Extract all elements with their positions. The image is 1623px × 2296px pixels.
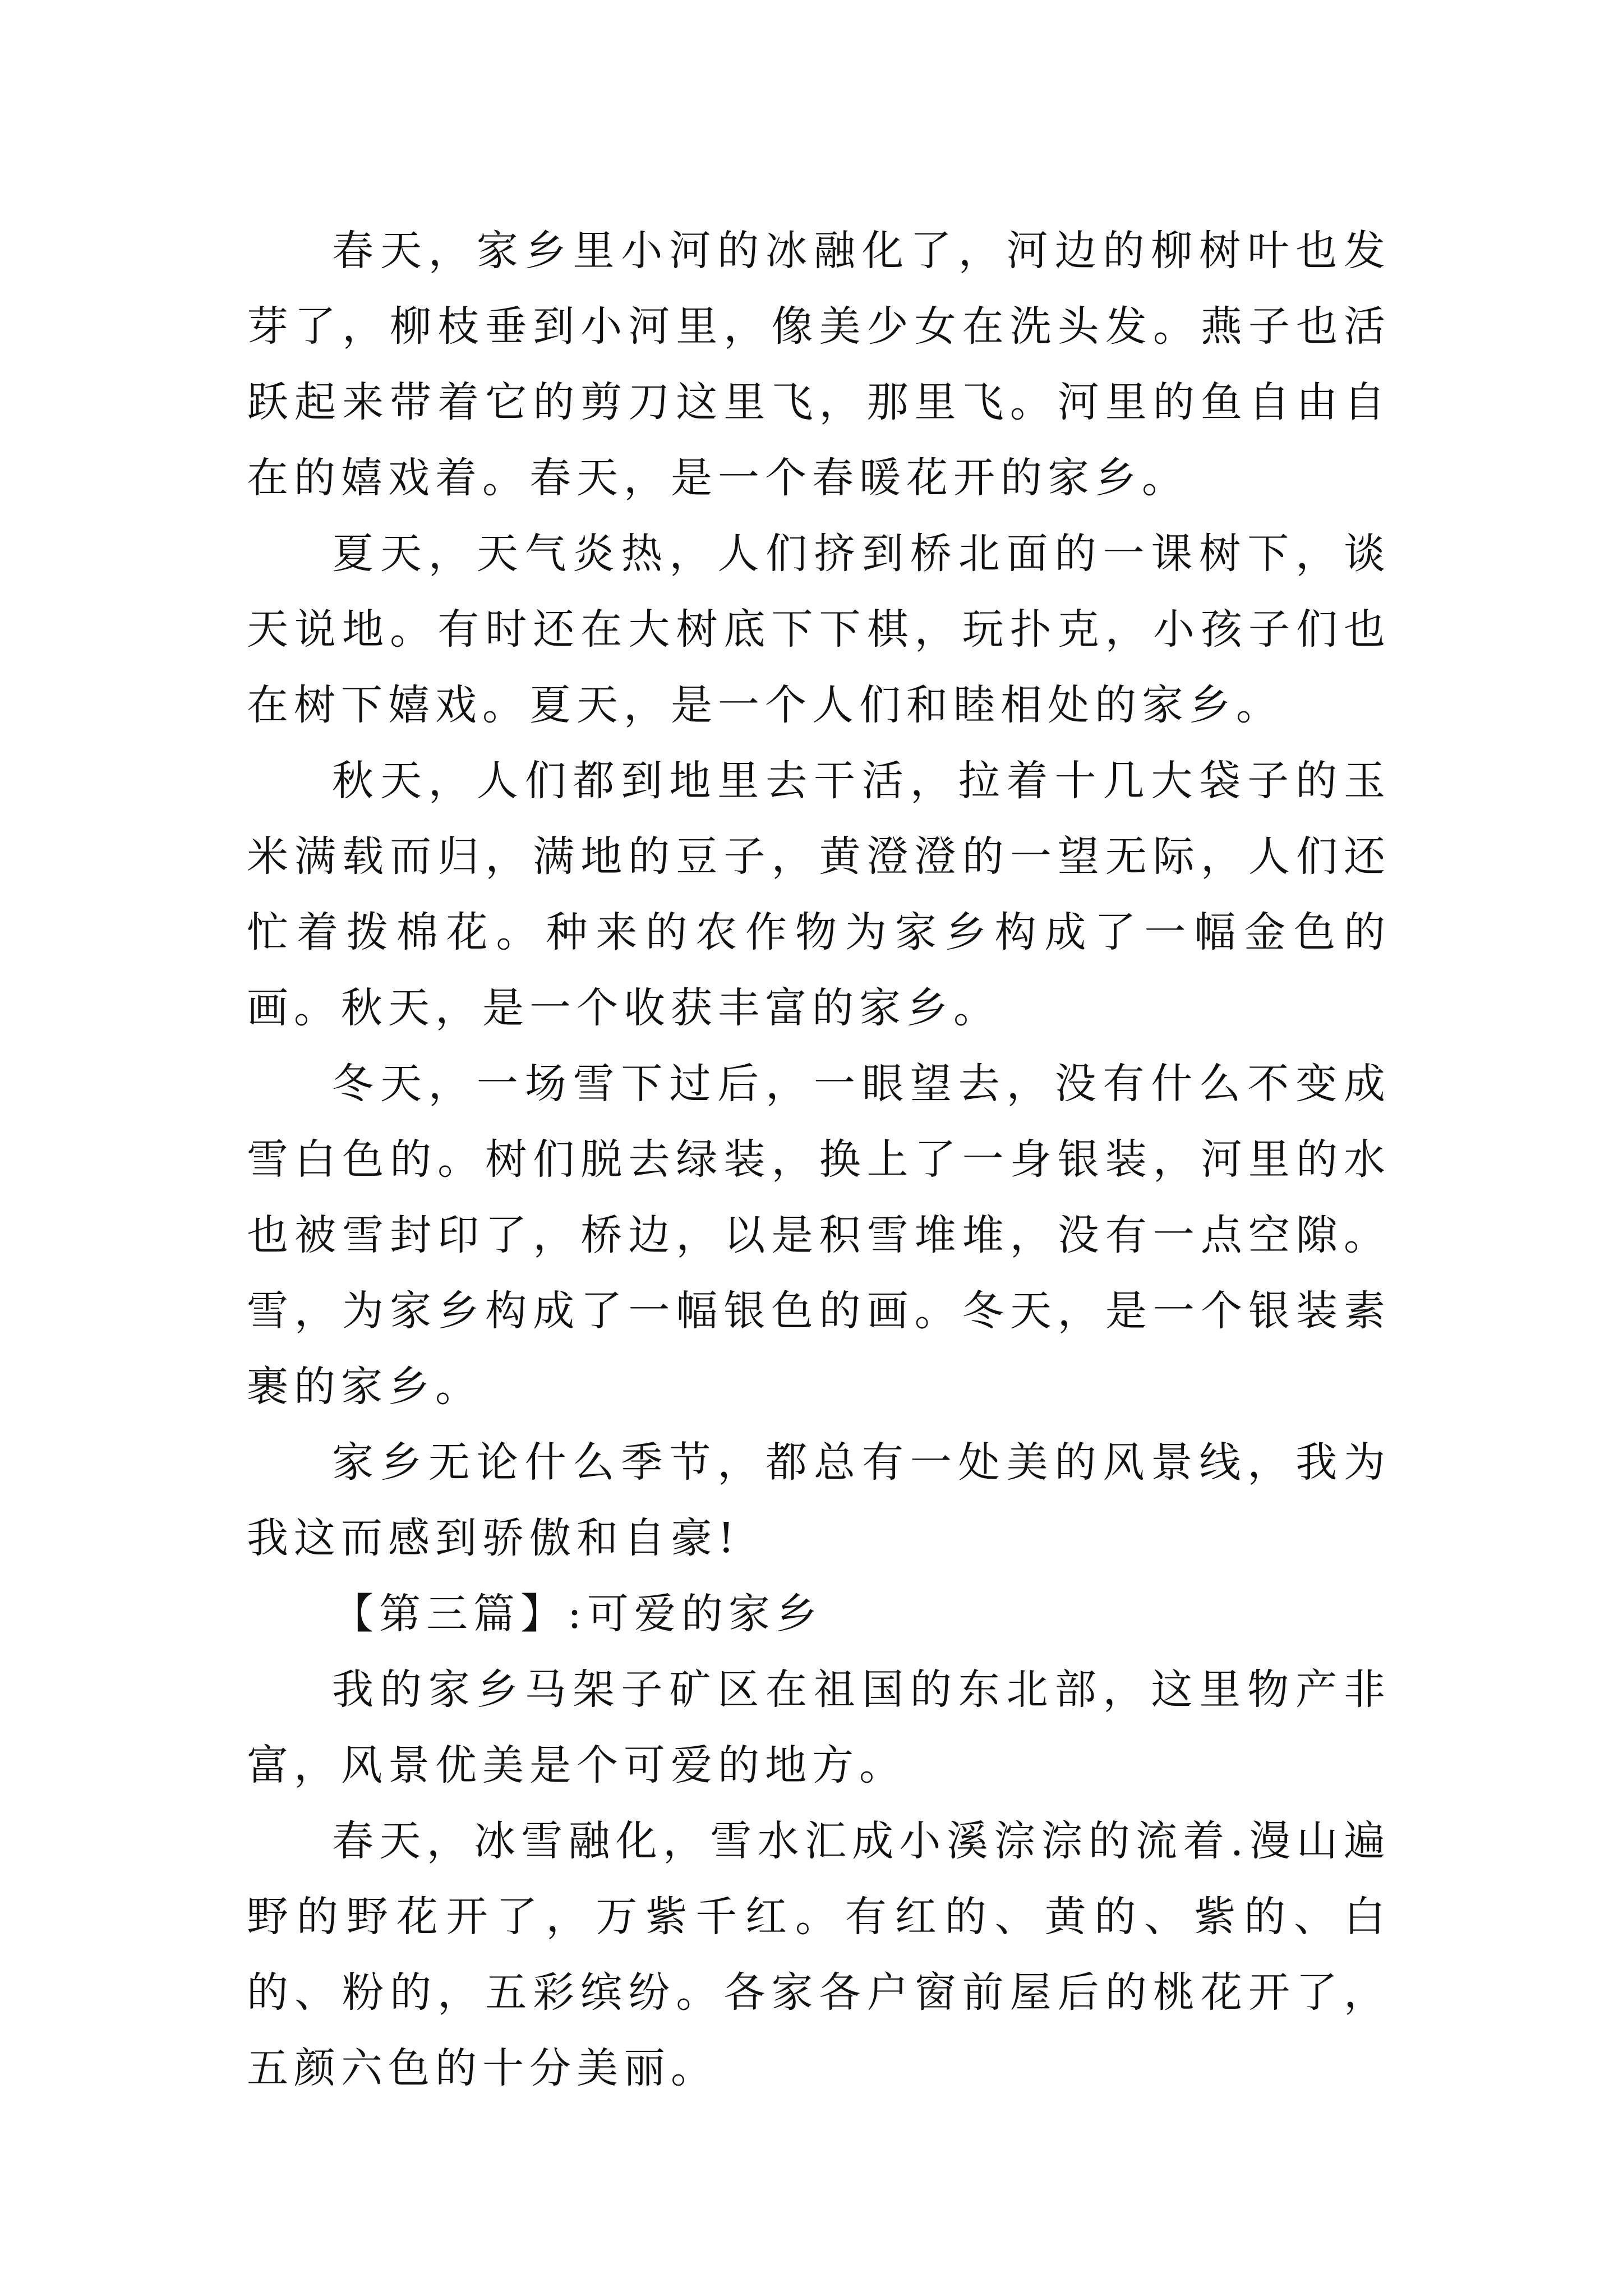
paragraph-winter: 冬天，一场雪下过后，一眼望去，没有什么不变成雪白色的。树们脱去绿装，换上了一身银装，河里的水也被雪封印了，桥边，以是积雪堆堆，没有一点空隙。雪，为家乡构成了一幅银色的画。冬天，是一个银装素裹的家乡。 <box>247 1060 1391 1411</box>
section-heading: 【第三篇】:可爱的家乡 <box>332 1590 823 1638</box>
document-page <box>247 213 1391 2106</box>
paragraph-autumn: 秋天，人们都到地里去干活，拉着十几大袋子的玉米满载而归，满地的豆子，黄澄澄的一望无际，人们还忙着拨棉花。种来的农作物为家乡构成了一幅金色的画。秋天，是一个收获丰富的家乡。 <box>247 757 1391 1032</box>
paragraph-spring-2: 春天，冰雪融化，雪水汇成小溪淙淙的流着.漫山遍野的野花开了，万紫千红。有红的、黄的、紫的、白的、粉的，五彩缤纷。各家各户窗前屋后的桃花开了，五颜六色的十分美丽。 <box>247 1817 1391 2092</box>
paragraph-intro: 我的家乡马架子矿区在祖国的东北部，这里物产非富，风景优美是个可爱的地方。 <box>247 1665 1391 1789</box>
paragraph-spring: 春天，家乡里小河的冰融化了，河边的柳树叶也发芽了，柳枝垂到小河里，像美少女在洗头发。燕子也活跃起来带着它的剪刀这里飞，那里飞。河里的鱼自由自在的嬉戏着。春天，是一个春暖花开的家乡。 <box>247 227 1391 502</box>
paragraph-summer: 夏天，天气炎热，人们挤到桥北面的一课树下，谈天说地。有时还在大树底下下棋，玩扑克，小孩子们也在树下嬉戏。夏天，是一个人们和睦相处的家乡。 <box>247 530 1391 729</box>
paragraph-conclusion: 家乡无论什么季节，都总有一处美的风景线，我为我这而感到骄傲和自豪! <box>247 1438 1391 1562</box>
